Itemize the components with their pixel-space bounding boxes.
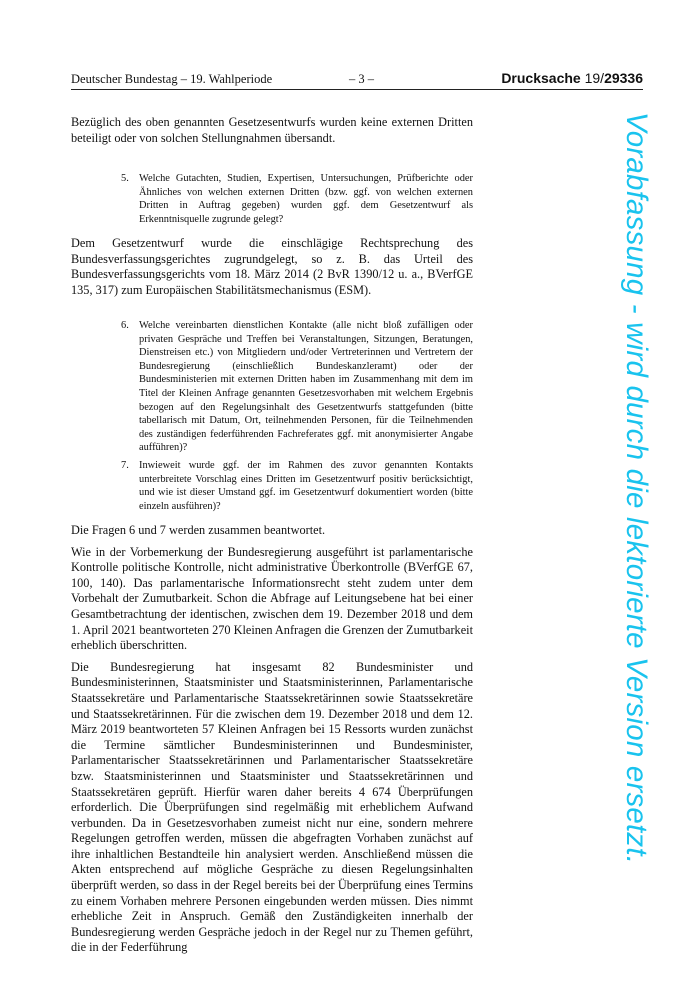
question-6 [121,319,473,455]
header-page-number: – 3 – [349,72,374,86]
drucksache-label: Drucksache [501,70,581,86]
answer-intro [71,115,473,146]
answer-5-text: Dem Gesetzentwurf wurde die einschlägige Rechtsprechung des Bundesverfassungsgerichtes zugrundgelegt, so z. B. das Urteil des Bundesverfassungsgerichts vom 18. März 2014 (2 BvR 1390/12 u. a., BVerfGE 135, 317) zum Europäischen Stabilitätsmechanismus (ESM). [71,236,473,297]
question-5 [121,172,473,226]
question-text: Welche vereinbarten dienstlichen Kontakte (alle nicht bloß zufälligen oder privaten Gespräche und Treffen bei Veranstaltungen, Sitzungen, Beratungen, Dienstreisen etc.) von Mitgliedern und/oder Vertreterinnen und Vertretern der Bundesregierung (einschließlich Bundeskanzleramt) oder der Bundesministerien mit externen Dritten haben im Zusammenhang mit dem im Titel der Kleinen Anfrage genannten Gesetzesvorhaben mit welchem Ergebnis bezogen auf den Regelungsinhalt des Gesetzentwurfs stattgefunden (bitte tabellarisch mit Datum, Ort, teilnehmenden Personen, für die Teilnehmenden des zuständigen federführenden Fachreferates ggf. mit anonymisierter Angabe aufführen)? [139,320,473,454]
header-drucksache [501,70,643,86]
question-number: 7. [121,460,129,471]
answer-5 [71,236,473,298]
drucksache-period: 19/ [584,70,605,86]
header-rule [71,89,643,90]
answer-paragraph: Die Bundesregierung hat insgesamt 82 Bundesminister und Bundesministerinnen, Staatsminister und Staatsministerinnen, Parlamentarische Staatssekretäre und Parlamentarische Staatssekretärinnen sowie Staatssekretäre und Staatssekretärinnen. Für die zwischen dem 19. Dezember 2018 und dem 12. März 2019 beantworteten 57 Kleinen Anfragen bei 15 Ressorts wurden zunächst die Termine sämtlicher Bundesministerinnen und Bundesminister, Parlamentarischer Staatssekretärinnen und Parlamentarischer Staatssekretäre bzw. Staatsministerinnen und Staatsminister und Staatssekretärinnen und Staatssekretären geprüft. Hierfür waren daher bereits 4 674 Überprüfungen erforderlich. Die Überprüfungen sind regelmäßig mit erheblichem Aufwand verbunden. Da in Gesetzesvorhaben zumeist nicht nur eine, sondern mehrere Regelungen getroffen werden, müssen die abgefragten Vorhaben zunächst auf ihre inhaltlichen Bestandteile hin analysiert werden. Anschließend müssen die Akten entsprechend auf mögliche Gespräche zu diesen Regelungsinhalten überprüft werden, so dass in der Regel bereits bei der Überprüfung eines Termins zu einem Vorhaben mehrere Personen eingebunden werden müssen. Dies nimmt erhebliche Zeit in Anspruch. Gemäß den Zuständigkeiten innerhalb der Bundesregierung werden Gespräche jedoch in der Regel nur zu Themen geführt, die in der Federführung [71,659,473,955]
question-text: Welche Gutachten, Studien, Expertisen, Untersuchungen, Prüfberichte oder Ähnliches von welchen externen Dritten (bzw. ggf. von welchen externen Dritten in Auftrag gegeben) wurden ggf. dem Gesetzentwurf als Erkenntnisquelle zugrunde gelegt? [139,173,473,225]
watermark-text: Vorabfassung - wird durch die lektorierte Version ersetzt. [620,112,653,865]
drucksache-number: 29336 [604,70,643,86]
question-number: 6. [121,320,129,331]
question-number: 5. [121,173,129,184]
answer-6-7 [71,523,473,956]
answer-paragraph: Wie in der Vorbemerkung der Bundesregierung ausgeführt ist parlamentarische Kontrolle politische Kontrolle, nicht administrative Überkontrolle (BVerfGE 67, 100, 140). Das parlamentarische Informationsrecht steht zudem unter dem Vorbehalt der Zumutbarkeit. Schon die Abfrage auf Leitungsebene hat bei einer Gesamtbetrachtung der identischen, zwischen dem 19. Dezember 2018 und dem 1. April 2021 beantworteten 270 Kleinen Anfragen die Grenzen der Zumutbarkeit erheblich überschritten. [71,544,473,653]
page-header [71,70,643,90]
answer-paragraph: Die Fragen 6 und 7 werden zusammen beantwortet. [71,523,326,537]
answer-intro-text: Bezüglich des oben genannten Gesetzesentwurfs wurden keine externen Dritten beteiligt oder von solchen Stellungnahmen übersandt. [71,115,473,145]
header-parliament: Deutscher Bundestag – 19. Wahlperiode [71,72,273,86]
question-text: Inwieweit wurde ggf. der im Rahmen des zuvor genannten Kontakts unterbreitete Vorschlag eines Dritten im Gesetzentwurf positiv berücksichtigt, und wie ist dieser Umstand ggf. im Gesetzentwurf dokumentiert worden (bitte einzeln ausführen)? [139,460,473,512]
question-7 [121,459,473,513]
draft-watermark [620,112,688,882]
